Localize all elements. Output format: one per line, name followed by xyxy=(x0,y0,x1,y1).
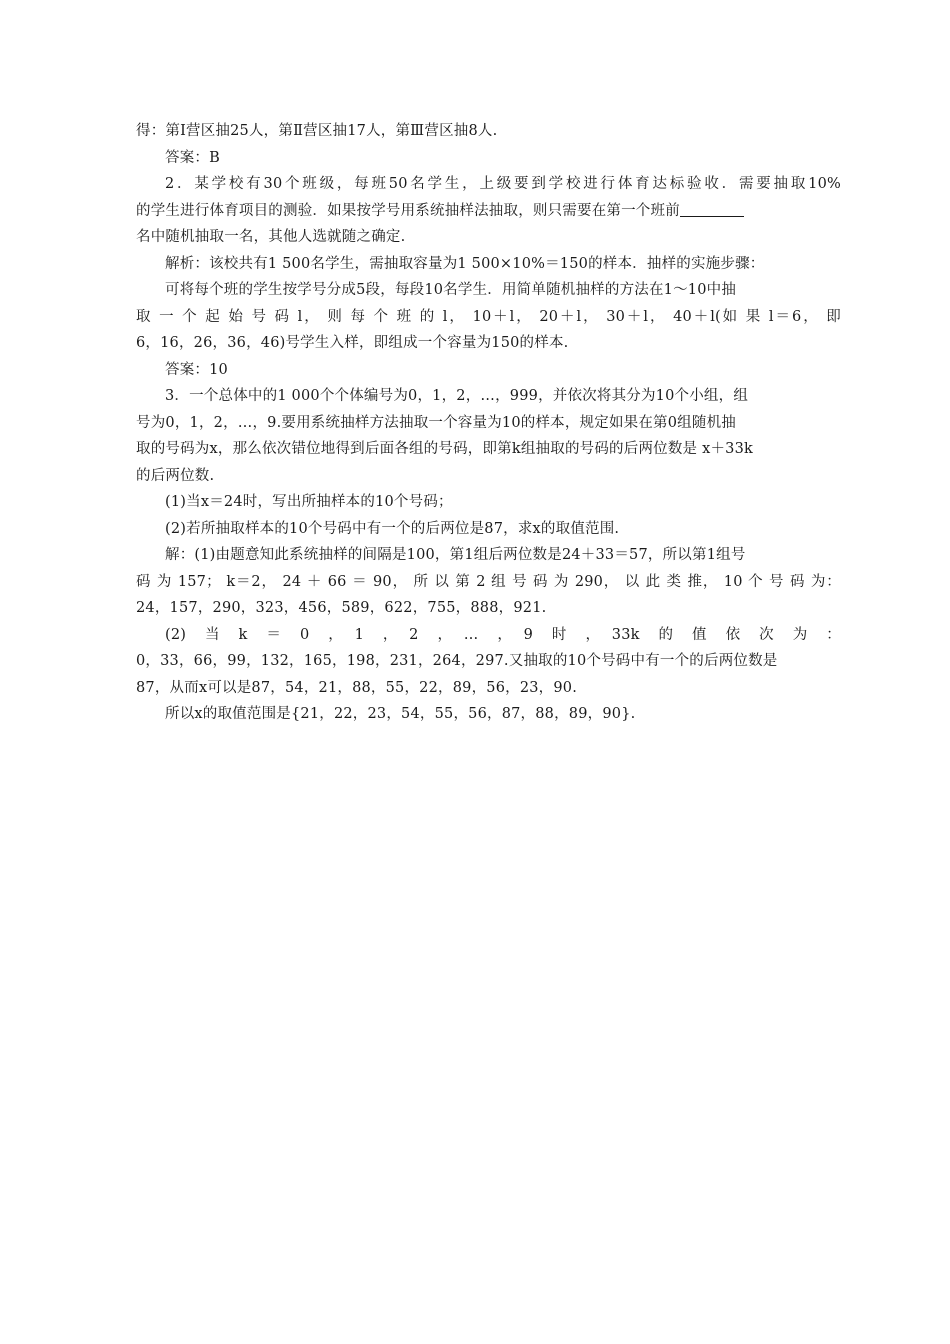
text-line xyxy=(136,224,841,251)
text-line xyxy=(136,595,841,622)
fill-in-blank xyxy=(680,200,744,217)
text-line xyxy=(136,489,841,516)
text-line xyxy=(136,463,841,490)
text-line xyxy=(136,171,841,198)
text-line xyxy=(136,569,841,596)
text-line xyxy=(136,622,841,649)
text-line xyxy=(136,304,841,331)
text-line xyxy=(136,516,841,543)
text-line-content: 解析：该校共有1 500名学生，需抽取容量为1 500×10%＝150的样本．抽样的实施步骤： xyxy=(165,255,765,272)
text-line-content: 的学生进行体育项目的测验．如果按学号用系统抽样法抽取，则只需要在第一个班前 xyxy=(136,202,680,219)
text-line-content: 解：(1)由题意知此系统抽样的间隔是100，第1组后两位数是24＋33＝57，所以第1组号 xyxy=(165,547,746,563)
text-line xyxy=(136,675,841,702)
text-line-content: 0，33，66，99，132，165，198，231，264，297.又抽取的10个号码中有一个的后两位数是 xyxy=(136,653,778,669)
text-line xyxy=(136,542,841,569)
text-line xyxy=(136,648,841,675)
text-line xyxy=(136,145,841,172)
text-line-content: 答案：10 xyxy=(165,361,228,378)
text-line-content: 可将每个班的学生按学号分成5段，每段10名学生．用简单随机抽样的方法在1～10中抽 xyxy=(165,282,737,298)
document-body xyxy=(136,118,841,728)
text-line-content: 号为0，1，2，…，9.要用系统抽样方法抽取一个容量为10的样本，规定如果在第0组随机抽 xyxy=(136,414,736,431)
text-line-content: 名中随机抽取一名，其他人选就随之确定. xyxy=(136,229,406,245)
text-line-content: 87，从而x可以是87，54，21，88，55，22，89，56，23，90. xyxy=(136,679,578,696)
text-line-content: 3．一个总体中的1 000个个体编号为0，1，2，…，999，并依次将其分为10个小组，组 xyxy=(165,388,749,404)
text-line-content: (2) 当 k ＝ 0 ， 1 ， 2 ， … ， 9 时 ， 33k 的 值 依 次 为 ： xyxy=(165,626,841,643)
text-line-content: 2．某学校有30个班级，每班50名学生，上级要到学校进行体育达标验收．需要抽取10% xyxy=(165,176,841,192)
text-line-content: 取 一 个 起 始 号 码 l， 则 每 个 班 的 l， 10＋l， 20＋l， 30＋l， 40＋l(如 果 l＝6， 即 xyxy=(136,308,841,325)
text-line-content: 所以x的取值范围是{21，22，23，54，55，56，87，88，89，90}. xyxy=(165,706,636,722)
text-line xyxy=(136,330,841,357)
text-line xyxy=(136,198,841,225)
text-line xyxy=(136,357,841,384)
text-line xyxy=(136,118,841,145)
text-line-content: 答案：B xyxy=(165,149,220,166)
text-line xyxy=(136,383,841,410)
text-line xyxy=(136,251,841,278)
text-line-content: 24，157，290，323，456，589，622，755，888，921. xyxy=(136,600,547,616)
text-line xyxy=(136,410,841,437)
text-line xyxy=(136,277,841,304)
text-line-content: 6，16，26，36，46)号学生入样，即组成一个容量为150的样本. xyxy=(136,335,569,351)
text-line-content: 得：第Ⅰ营区抽25人，第Ⅱ营区抽17人，第Ⅲ营区抽8人. xyxy=(136,123,498,139)
text-line xyxy=(136,701,841,728)
text-line-content: (1)当x＝24时，写出所抽样本的10个号码； xyxy=(165,494,453,510)
text-line-content: 的后两位数. xyxy=(136,467,215,484)
text-line-content: 取的号码为x，那么依次错位地得到后面各组的号码，即第k组抽取的号码的后两位数是 x＋33k xyxy=(136,441,753,457)
text-line xyxy=(136,436,841,463)
text-line-content: (2)若所抽取样本的10个号码中有一个的后两位是87，求x的取值范围. xyxy=(165,520,620,537)
text-line-content: 码 为 157； k＝2， 24 ＋ 66 ＝ 90， 所 以 第 2 组 号 码 为 290， 以 此 类 推， 10 个 号 码 为： xyxy=(136,573,841,590)
